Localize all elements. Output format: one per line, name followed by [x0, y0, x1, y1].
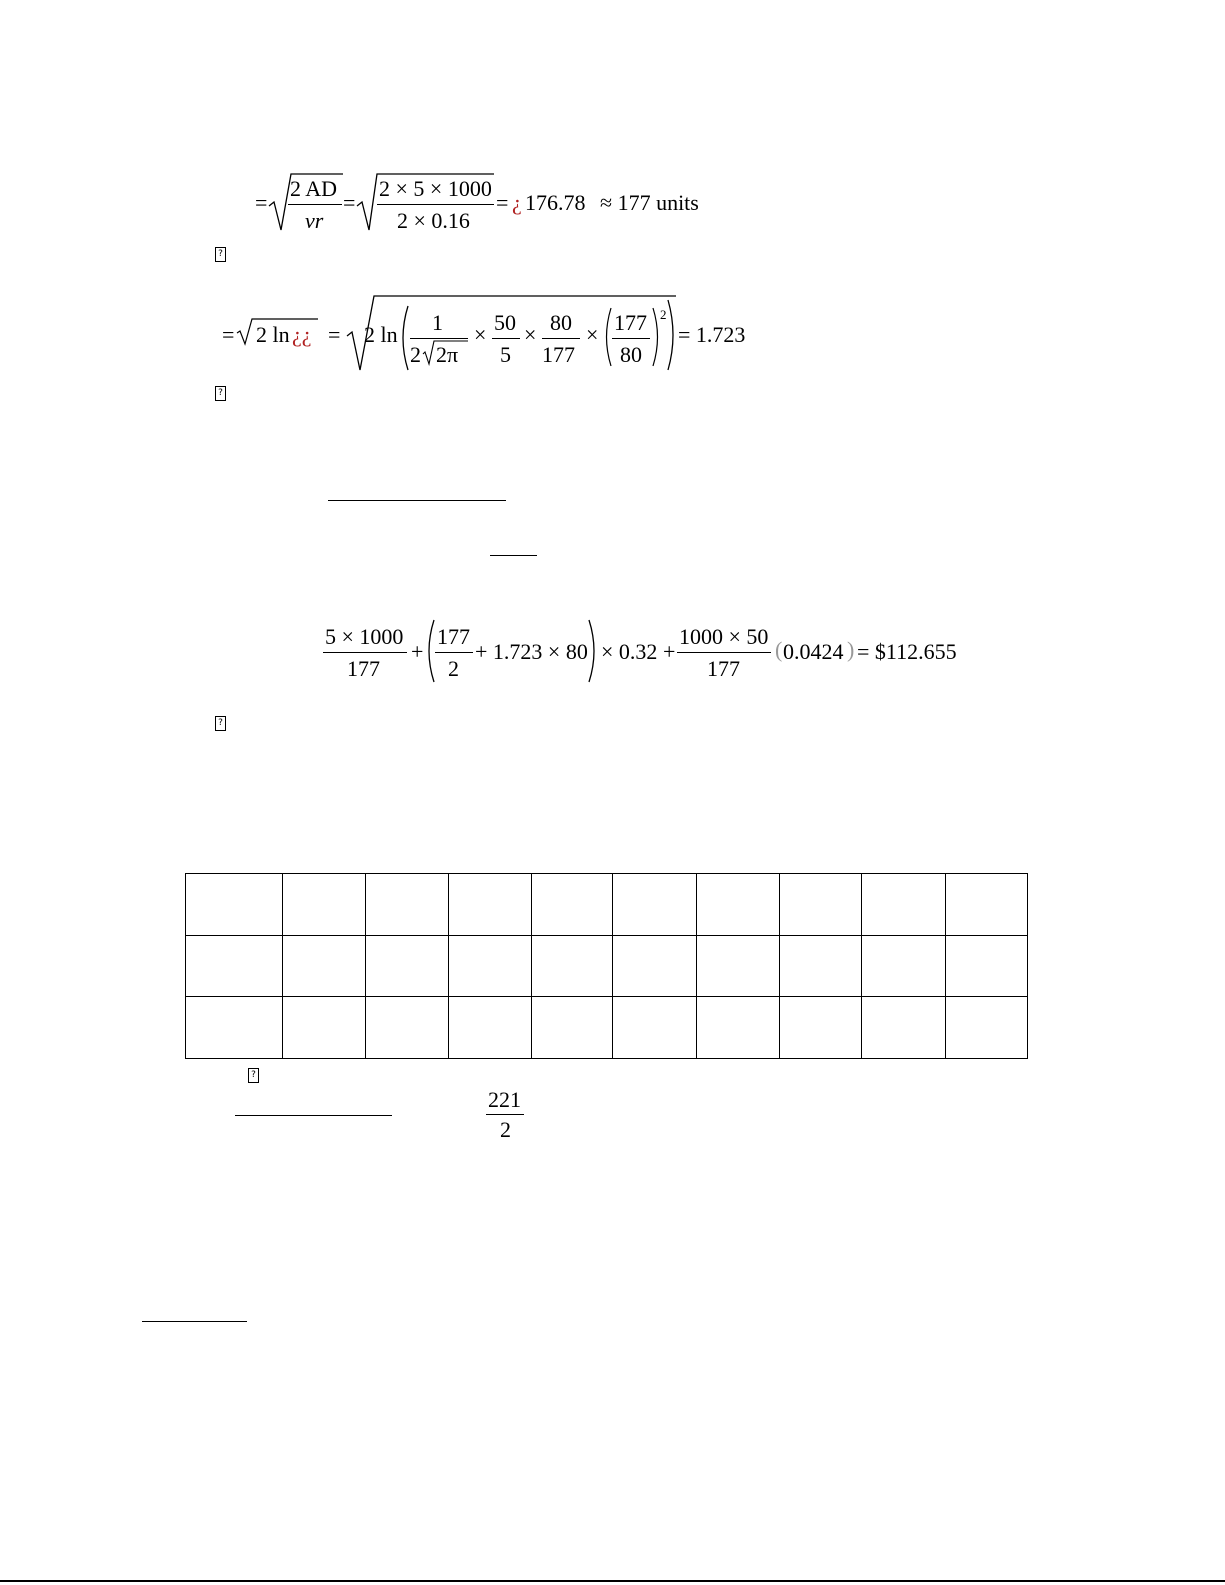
eq3-paren-open: ( [775, 637, 783, 662]
eq3-times-032: × 0.32 [601, 639, 658, 664]
eq2-times-2: × [524, 322, 537, 347]
eq3-paren-val: 0.0424 [783, 639, 844, 664]
eq1-equals: = [255, 190, 268, 215]
eq2-f4-num: 177 [614, 310, 647, 335]
table-cell [365, 935, 448, 997]
table-cell [862, 935, 946, 997]
eq3-f1-bar [323, 652, 407, 653]
eq1-num2: 2 × 5 × 1000 [379, 176, 492, 201]
eq2-result: = 1.723 [678, 322, 746, 347]
fraction-denominator: 2 [500, 1117, 511, 1142]
equation-safety-factor [222, 294, 762, 374]
eq3-f2-num: 177 [437, 624, 470, 649]
eq2-f1-num: 1 [432, 310, 443, 335]
table-row [186, 874, 1028, 936]
table-cell [613, 874, 697, 936]
missing-glyph-box-1: ? [215, 247, 226, 262]
eq3-result: = $112.655 [857, 639, 957, 664]
table-cell [186, 874, 283, 936]
table-cell [365, 997, 448, 1059]
left-paren-big [398, 304, 410, 372]
eq1-den2: 2 × 0.16 [397, 208, 470, 233]
table-cell [697, 997, 780, 1059]
table-cell [448, 874, 531, 936]
eq3-paren-close: ) [847, 637, 855, 662]
eq1-den1: vr [305, 208, 324, 233]
eq2-f2-num: 50 [494, 310, 516, 335]
rule-1 [328, 500, 506, 501]
table-cell [780, 874, 862, 936]
equation-eoq [255, 172, 725, 234]
eq1-equals-3: = [496, 190, 509, 215]
sqrt-sign-lhs [236, 316, 254, 346]
eq3-mid: + 1.723 × 80 [475, 639, 588, 664]
eq1-frac-bar1 [288, 204, 342, 205]
eq2-f4-bar [612, 338, 650, 339]
eq3-left-paren [424, 618, 436, 684]
eq3-f3-den: 177 [707, 656, 740, 681]
eq2-times-3: × [586, 322, 599, 347]
sqrt-bar-lhs [254, 318, 318, 321]
eq2-f3-num: 80 [550, 310, 572, 335]
eq2-lhs-equals: = [222, 322, 235, 347]
eq3-f3-num: 1000 × 50 [679, 624, 769, 649]
fraction-numerator: 221 [488, 1087, 521, 1112]
eq2-equals: = [328, 322, 341, 347]
eq2-lhs: 2 ln [256, 322, 290, 347]
table-cell [282, 935, 365, 997]
missing-glyph-box-2: ? [215, 386, 226, 401]
table-cell [448, 997, 531, 1059]
table-cell [531, 935, 613, 997]
table-cell [697, 874, 780, 936]
eq2-exponent: 2 [660, 307, 667, 322]
table-cell [531, 997, 613, 1059]
left-paren-inner [602, 306, 612, 368]
fraction-bar [486, 1114, 524, 1115]
missing-glyph-box-3: ? [215, 716, 226, 731]
table-cell [186, 935, 283, 997]
page-bottom-border [0, 1580, 1225, 1582]
eq2-f3-bar [542, 338, 580, 339]
eq1-result: 176.78 [525, 190, 586, 215]
eq3-plus-2: + [663, 639, 676, 664]
table-cell [780, 935, 862, 997]
table-cell [946, 997, 1028, 1059]
eq2-f1-den-root: 2π [436, 342, 459, 367]
right-paren-big [666, 298, 678, 372]
eq1-frac-bar2 [377, 204, 494, 205]
table-cell [186, 997, 283, 1059]
missing-glyph-box-4: ? [248, 1068, 259, 1083]
eq3-f2-den: 2 [448, 656, 459, 681]
rule-3 [235, 1115, 392, 1116]
table-row [186, 997, 1028, 1059]
eq2-f2-bar [492, 338, 520, 339]
fraction-221-over-2 [486, 1087, 526, 1143]
eq3-f2-bar [435, 652, 473, 653]
eq2-f1-bar [410, 338, 468, 339]
sqrt-sign-2 [355, 172, 381, 234]
eq2-f4-den: 80 [620, 342, 642, 367]
table-cell [365, 874, 448, 936]
rule-2 [490, 555, 537, 556]
eq3-f3-bar [677, 652, 771, 653]
eq3-f1-num: 5 × 1000 [325, 624, 404, 649]
eq2-f1-den: 2 [410, 342, 421, 367]
table-row [186, 935, 1028, 997]
table-cell [531, 874, 613, 936]
table-cell [282, 874, 365, 936]
eq3-right-paren [587, 618, 599, 684]
table-cell [697, 935, 780, 997]
eq2-f2-den: 5 [500, 342, 511, 367]
sqrt-sign-inner [422, 338, 436, 366]
table-cell [448, 935, 531, 997]
eq1-num1: 2 AD [290, 176, 338, 201]
eq2-f3-den: 177 [542, 342, 575, 367]
table-cell [862, 874, 946, 936]
table-cell [613, 935, 697, 997]
table-cell [946, 935, 1028, 997]
footnote-separator [142, 1321, 247, 1322]
sqrt-bar-big [378, 294, 676, 298]
table-cell [282, 997, 365, 1059]
table-cell [780, 997, 862, 1059]
eq1-approx: ≈ 177 units [600, 190, 699, 215]
table-cell [613, 997, 697, 1059]
table-cell [862, 997, 946, 1059]
eq2-missing-glyphs: ¿¿ [292, 322, 312, 347]
table-cell [946, 874, 1028, 936]
equation-total-cost [325, 622, 985, 684]
eq2-times-1: × [474, 322, 487, 347]
empty-table [185, 873, 1028, 1059]
eq1-equals-2: = [343, 190, 356, 215]
eq1-missing-glyph: ¿ [512, 190, 522, 215]
eq3-plus-1: + [411, 639, 424, 664]
eq3-f1-den: 177 [347, 656, 380, 681]
eq2-ln: 2 ln [364, 322, 398, 347]
